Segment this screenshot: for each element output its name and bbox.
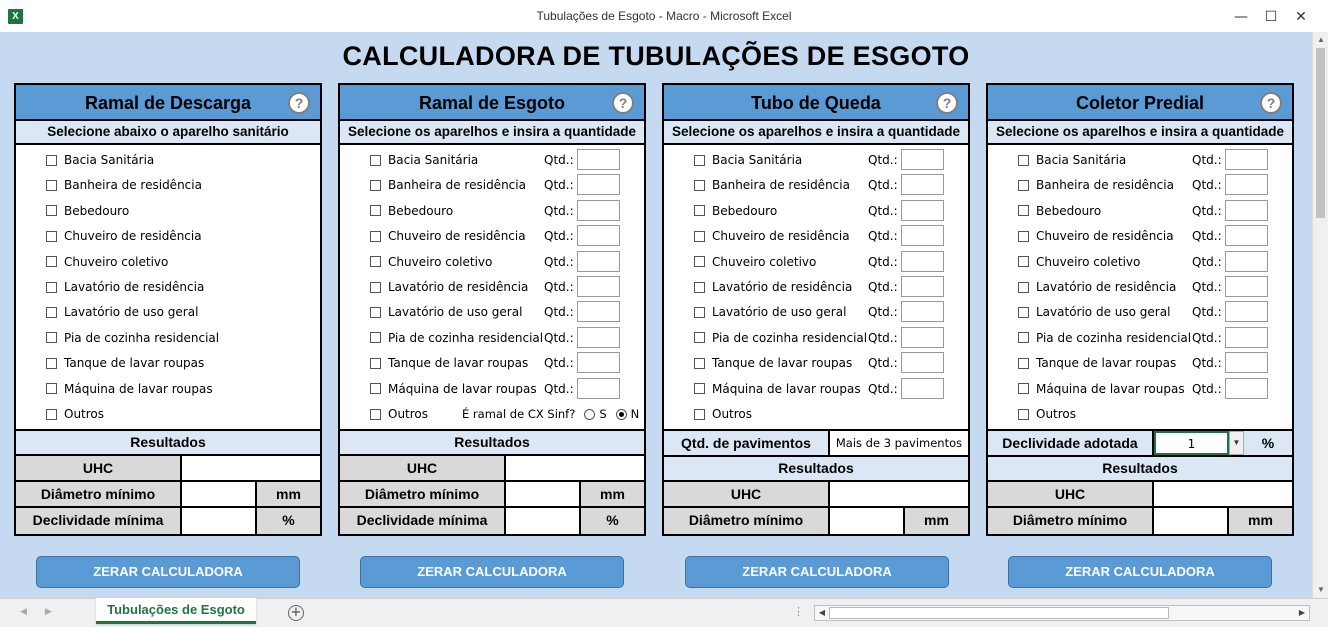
- fixture-row[interactable]: [370, 200, 640, 222]
- qty-label: Qtd.:: [868, 305, 898, 320]
- fixture-row[interactable]: [46, 225, 316, 247]
- declividade-minima-label: Declividade mínima: [16, 508, 182, 534]
- results-header: Resultados: [16, 431, 320, 456]
- qty-input[interactable]: [901, 174, 944, 195]
- fixture-list: [340, 145, 644, 431]
- fixture-row[interactable]: [1018, 301, 1288, 323]
- fixture-row[interactable]: [694, 352, 964, 374]
- uhc-label: UHC: [664, 482, 830, 506]
- qty-input[interactable]: [577, 276, 620, 297]
- fixture-row[interactable]: [370, 149, 640, 171]
- fixture-label: Bebedouro: [388, 203, 454, 218]
- declividade-adotada-input[interactable]: 1: [1154, 431, 1229, 455]
- fixture-checkbox[interactable]: [370, 205, 381, 216]
- fixture-checkbox[interactable]: [1018, 256, 1029, 267]
- qty-label: Qtd.:: [544, 330, 574, 345]
- fixture-label: Lavatório de residência: [1036, 280, 1177, 294]
- fixture-checkbox[interactable]: [370, 307, 381, 318]
- hscroll-thumb[interactable]: [829, 607, 1169, 619]
- fixture-row[interactable]: [46, 403, 316, 425]
- unit-mm: mm: [1229, 508, 1292, 534]
- fixture-checkbox[interactable]: [694, 358, 705, 369]
- fixture-row[interactable]: [694, 403, 964, 425]
- sheet-nav-prev-icon[interactable]: ◀: [20, 606, 45, 616]
- radio-n-label: N: [630, 407, 640, 421]
- zerar-calculadora-button[interactable]: ZERAR CALCULADORA: [1008, 556, 1272, 588]
- fixture-row[interactable]: [694, 378, 964, 400]
- uhc-value[interactable]: [830, 482, 968, 506]
- uhc-label: UHC: [16, 456, 182, 480]
- qty-input[interactable]: [1225, 149, 1268, 170]
- diametro-minimo-label: Diâmetro mínimo: [340, 482, 506, 506]
- fixture-checkbox[interactable]: [1018, 307, 1029, 318]
- fixture-label: Lavatório de uso geral: [1036, 305, 1171, 320]
- scroll-left-icon[interactable]: ◀: [818, 608, 826, 617]
- fixture-checkbox[interactable]: [694, 383, 705, 394]
- scroll-up-icon[interactable]: ▲: [1317, 35, 1325, 44]
- fixture-list: [988, 145, 1292, 431]
- scroll-right-icon[interactable]: ▶: [1298, 608, 1306, 617]
- fixture-checkbox[interactable]: [46, 332, 57, 343]
- qty-input[interactable]: [901, 378, 944, 399]
- qty-label: Qtd.:: [544, 254, 574, 269]
- fixture-label: Chuveiro coletivo: [712, 254, 817, 269]
- help-icon[interactable]: ?: [612, 92, 634, 114]
- fixture-checkbox[interactable]: [1018, 180, 1029, 191]
- fixture-row[interactable]: [370, 225, 640, 247]
- qty-input[interactable]: [901, 276, 944, 297]
- qty-input[interactable]: [577, 378, 620, 399]
- unit-mm: mm: [257, 482, 320, 506]
- qty-input[interactable]: [1225, 301, 1268, 322]
- fixture-checkbox[interactable]: [694, 282, 705, 293]
- qty-label: Qtd.:: [868, 153, 898, 167]
- fixture-checkbox[interactable]: [46, 205, 57, 216]
- qty-label: Qtd.:: [544, 153, 574, 167]
- panel-ramal-de-descarga: [14, 83, 322, 536]
- qty-label: Qtd.:: [1192, 254, 1222, 269]
- cx-sinf-label: É ramal de CX Sinf?: [462, 407, 576, 421]
- fixture-label: Chuveiro de residência: [712, 229, 850, 244]
- pavimentos-label: Qtd. de pavimentos: [664, 431, 830, 455]
- qty-input[interactable]: [577, 251, 620, 272]
- unit-percent: %: [581, 508, 644, 534]
- qty-label: Qtd.:: [544, 381, 574, 396]
- uhc-value[interactable]: [506, 456, 644, 480]
- fixture-row[interactable]: [46, 378, 316, 400]
- qty-label: Qtd.:: [1192, 330, 1222, 345]
- fixture-label: Tanque de lavar roupas: [1036, 356, 1177, 371]
- scroll-thumb[interactable]: [1316, 48, 1325, 218]
- unit-percent: %: [257, 508, 320, 534]
- qty-label: Qtd.:: [868, 330, 898, 345]
- fixture-row[interactable]: [1018, 403, 1288, 425]
- fixture-label: Outros: [388, 407, 429, 421]
- fixture-label: Chuveiro de residência: [388, 229, 526, 244]
- help-icon[interactable]: ?: [936, 92, 958, 114]
- window-titlebar: [0, 0, 1328, 32]
- fixture-checkbox[interactable]: [1018, 282, 1029, 293]
- qty-input[interactable]: [1225, 225, 1268, 246]
- fixture-row[interactable]: [46, 327, 316, 349]
- fixture-row[interactable]: [370, 251, 640, 273]
- fixture-list: [664, 145, 968, 431]
- sheet-tab-bar: [0, 598, 1328, 627]
- fixture-label: Outros: [64, 407, 105, 421]
- qty-label: Qtd.:: [544, 229, 574, 244]
- qty-label: Qtd.:: [544, 356, 574, 371]
- fixture-checkbox[interactable]: [370, 383, 381, 394]
- fixture-checkbox[interactable]: [370, 358, 381, 369]
- pavimentos-select[interactable]: Mais de 3 pavimentos: [830, 431, 968, 455]
- qty-label: Qtd.:: [868, 280, 898, 294]
- chevron-down-icon[interactable]: ▼: [1229, 431, 1244, 455]
- fixture-row[interactable]: [46, 200, 316, 222]
- fixture-row[interactable]: [1018, 149, 1288, 171]
- fixture-row[interactable]: [1018, 276, 1288, 298]
- fixture-row[interactable]: [370, 403, 640, 425]
- qty-label: Qtd.:: [868, 254, 898, 269]
- fixture-checkbox[interactable]: [46, 180, 57, 191]
- qty-input[interactable]: [1225, 251, 1268, 272]
- fixture-checkbox[interactable]: [370, 409, 381, 420]
- fixture-row[interactable]: [1018, 352, 1288, 374]
- panel-subtitle: Selecione os aparelhos e insira a quantidade: [988, 121, 1292, 145]
- fixture-label: Bacia Sanitária: [388, 153, 479, 167]
- fixture-checkbox[interactable]: [1018, 231, 1029, 242]
- diametro-minimo-value[interactable]: [506, 482, 581, 506]
- fixture-row[interactable]: [370, 301, 640, 323]
- fixture-checkbox[interactable]: [694, 307, 705, 318]
- qty-input[interactable]: [901, 352, 944, 373]
- diametro-minimo-label: Diâmetro mínimo: [16, 482, 182, 506]
- qty-input[interactable]: [577, 149, 620, 170]
- fixture-row[interactable]: [370, 276, 640, 298]
- fixture-checkbox[interactable]: [370, 256, 381, 267]
- fixture-row[interactable]: [46, 352, 316, 374]
- fixture-label: Chuveiro de residência: [1036, 229, 1174, 244]
- results-header: Resultados: [664, 457, 968, 482]
- fixture-row[interactable]: [694, 251, 964, 273]
- qty-label: Qtd.:: [868, 356, 898, 371]
- fixture-checkbox[interactable]: [694, 256, 705, 267]
- qty-input[interactable]: [1225, 200, 1268, 221]
- qty-label: Qtd.:: [868, 229, 898, 244]
- fixture-label: Outros: [1036, 407, 1077, 421]
- qty-label: Qtd.:: [1192, 381, 1222, 396]
- fixture-label: Lavatório de residência: [712, 280, 853, 294]
- fixture-checkbox[interactable]: [370, 180, 381, 191]
- sheet-nav-next-icon[interactable]: ▶: [44, 606, 70, 616]
- fixture-label: Bebedouro: [712, 203, 778, 218]
- fixture-label: Banheira de residência: [388, 178, 526, 193]
- qty-input[interactable]: [901, 301, 944, 322]
- scroll-down-icon[interactable]: ▼: [1317, 585, 1325, 594]
- fixture-checkbox[interactable]: [694, 332, 705, 343]
- fixture-label: Pia de cozinha residencial: [64, 330, 220, 345]
- horizontal-scrollbar[interactable]: [814, 605, 1310, 621]
- fixture-label: Banheira de residência: [1036, 178, 1174, 193]
- panel-subtitle: Selecione os aparelhos e insira a quantidade: [664, 121, 968, 145]
- declividade-adotada-label: Declividade adotada: [988, 431, 1154, 455]
- results-header: Resultados: [340, 431, 644, 456]
- uhc-value[interactable]: [182, 456, 320, 480]
- panel-title: Ramal de Esgoto: [418, 93, 566, 113]
- close-button[interactable]: ✕: [1295, 9, 1307, 25]
- excel-app-icon[interactable]: X: [8, 9, 23, 24]
- qty-label: Qtd.:: [544, 178, 574, 193]
- fixture-checkbox[interactable]: [694, 231, 705, 242]
- fixture-row[interactable]: [1018, 251, 1288, 273]
- fixture-label: Chuveiro coletivo: [1036, 254, 1141, 269]
- fixture-row[interactable]: [1018, 378, 1288, 400]
- qty-input[interactable]: [1225, 327, 1268, 348]
- qty-label: Qtd.:: [868, 381, 898, 396]
- fixture-label: Bacia Sanitária: [1036, 153, 1127, 167]
- fixture-checkbox[interactable]: [370, 282, 381, 293]
- fixture-checkbox[interactable]: [694, 409, 705, 420]
- fixture-label: Chuveiro coletivo: [64, 254, 169, 269]
- qty-input[interactable]: [901, 251, 944, 272]
- add-sheet-icon[interactable]: +: [288, 605, 304, 621]
- panel-title: Coletor Predial: [1075, 93, 1205, 113]
- fixture-checkbox[interactable]: [694, 180, 705, 191]
- fixture-label: Lavatório de residência: [64, 280, 205, 294]
- fixture-row[interactable]: [46, 301, 316, 323]
- panel-coletor-predial: [986, 83, 1294, 536]
- declividade-minima-value[interactable]: [506, 508, 581, 534]
- unit-percent: %: [1244, 431, 1292, 455]
- fixture-checkbox[interactable]: [46, 409, 57, 420]
- fixture-label: Lavatório de uso geral: [64, 305, 199, 320]
- fixture-row[interactable]: [694, 225, 964, 247]
- help-icon[interactable]: ?: [1260, 92, 1282, 114]
- fixture-row[interactable]: [1018, 327, 1288, 349]
- fixture-row[interactable]: [370, 174, 640, 196]
- fixture-checkbox[interactable]: [694, 205, 705, 216]
- fixture-checkbox[interactable]: [1018, 332, 1029, 343]
- fixture-checkbox[interactable]: [46, 282, 57, 293]
- panel-tubo-de-queda: [662, 83, 970, 536]
- qty-label: Qtd.:: [1192, 229, 1222, 244]
- qty-input[interactable]: [1225, 276, 1268, 297]
- fixture-label: Máquina de lavar roupas: [64, 381, 213, 396]
- fixture-row[interactable]: [370, 327, 640, 349]
- fixture-label: Bacia Sanitária: [712, 153, 803, 167]
- qty-input[interactable]: [901, 200, 944, 221]
- fixture-label: Máquina de lavar roupas: [1036, 381, 1185, 396]
- fixture-checkbox[interactable]: [370, 155, 381, 166]
- fixture-label: Lavatório de residência: [388, 280, 529, 294]
- fixture-label: Bacia Sanitária: [64, 153, 155, 167]
- fixture-checkbox[interactable]: [46, 383, 57, 394]
- fixture-label: Pia de cozinha residencial: [712, 330, 868, 345]
- fixture-label: Outros: [712, 407, 753, 421]
- page-title: CALCULADORA DE TUBULAÇÕES DE ESGOTO: [342, 41, 970, 71]
- fixture-checkbox[interactable]: [370, 231, 381, 242]
- window-title: Tubulações de Esgoto - Macro - Microsoft Excel: [536, 9, 792, 23]
- panel-ramal-de-esgoto: [338, 83, 646, 536]
- fixture-row[interactable]: [46, 149, 316, 171]
- zerar-calculadora-button[interactable]: ZERAR CALCULADORA: [685, 556, 949, 588]
- fixture-label: Tanque de lavar roupas: [64, 356, 205, 371]
- panel-subtitle: Selecione abaixo o aparelho sanitário: [16, 121, 320, 145]
- maximize-button[interactable]: ☐: [1264, 9, 1278, 25]
- qty-input[interactable]: [577, 174, 620, 195]
- qty-label: Qtd.:: [1192, 203, 1222, 218]
- qty-label: Qtd.:: [1192, 153, 1222, 167]
- fixture-label: Banheira de residência: [64, 178, 202, 193]
- qty-input[interactable]: [577, 225, 620, 246]
- results-header: Resultados: [988, 457, 1292, 482]
- qty-input[interactable]: [1225, 174, 1268, 195]
- diametro-minimo-value[interactable]: [182, 482, 257, 506]
- fixture-label: Máquina de lavar roupas: [712, 381, 861, 396]
- fixture-row[interactable]: [370, 352, 640, 374]
- qty-label: Qtd.:: [544, 203, 574, 218]
- fixture-row[interactable]: [694, 276, 964, 298]
- fixture-label: Tanque de lavar roupas: [712, 356, 853, 371]
- fixture-label: Lavatório de uso geral: [712, 305, 847, 320]
- fixture-checkbox[interactable]: [46, 155, 57, 166]
- fixture-row[interactable]: [694, 301, 964, 323]
- qty-input[interactable]: [901, 149, 944, 170]
- fixture-checkbox[interactable]: [694, 155, 705, 166]
- fixture-checkbox[interactable]: [46, 231, 57, 242]
- qty-input[interactable]: [901, 225, 944, 246]
- fixture-checkbox[interactable]: [1018, 358, 1029, 369]
- declividade-minima-label: Declividade mínima: [340, 508, 506, 534]
- fixture-row[interactable]: [1018, 174, 1288, 196]
- fixture-label: Pia de cozinha residencial: [388, 330, 544, 345]
- sheet-tab-tubulacoes[interactable]: Tubulações de Esgoto: [96, 598, 256, 624]
- qty-input[interactable]: [577, 200, 620, 221]
- panel-title: Ramal de Descarga: [84, 93, 252, 113]
- fixture-checkbox[interactable]: [1018, 155, 1029, 166]
- minimize-button[interactable]: —: [1234, 9, 1248, 25]
- qty-label: Qtd.:: [1192, 178, 1222, 193]
- fixture-label: Bebedouro: [64, 203, 130, 218]
- qty-label: Qtd.:: [544, 280, 574, 294]
- worksheet-area[interactable]: [0, 32, 1312, 598]
- fixture-checkbox[interactable]: [1018, 409, 1029, 420]
- qty-input[interactable]: [577, 352, 620, 373]
- uhc-label: UHC: [988, 482, 1154, 506]
- qty-label: Qtd.:: [868, 178, 898, 193]
- qty-input[interactable]: [1225, 352, 1268, 373]
- fixture-label: Máquina de lavar roupas: [388, 381, 537, 396]
- fixture-checkbox[interactable]: [1018, 205, 1029, 216]
- diametro-minimo-value[interactable]: [830, 508, 905, 534]
- qty-input[interactable]: [1225, 378, 1268, 399]
- unit-mm: mm: [905, 508, 968, 534]
- fixture-row[interactable]: [694, 149, 964, 171]
- diametro-minimo-value[interactable]: [1154, 508, 1229, 534]
- fixture-row[interactable]: [370, 378, 640, 400]
- splitter-handle-icon[interactable]: ⋮: [793, 606, 804, 618]
- diametro-minimo-label: Diâmetro mínimo: [664, 508, 830, 534]
- fixture-label: Chuveiro coletivo: [388, 254, 493, 269]
- diametro-minimo-label: Diâmetro mínimo: [988, 508, 1154, 534]
- uhc-label: UHC: [340, 456, 506, 480]
- qty-label: Qtd.:: [544, 305, 574, 320]
- zerar-calculadora-button[interactable]: ZERAR CALCULADORA: [36, 556, 300, 588]
- fixture-label: Chuveiro de residência: [64, 229, 202, 244]
- qty-label: Qtd.:: [1192, 356, 1222, 371]
- qty-label: Qtd.:: [1192, 305, 1222, 320]
- fixture-checkbox[interactable]: [46, 358, 57, 369]
- help-icon[interactable]: ?: [288, 92, 310, 114]
- fixture-row[interactable]: [1018, 200, 1288, 222]
- zerar-calculadora-button[interactable]: ZERAR CALCULADORA: [360, 556, 624, 588]
- fixture-row[interactable]: [694, 200, 964, 222]
- fixture-row[interactable]: [46, 276, 316, 298]
- fixture-label: Tanque de lavar roupas: [388, 356, 529, 371]
- vertical-scrollbar[interactable]: [1312, 32, 1328, 598]
- uhc-value[interactable]: [1154, 482, 1292, 506]
- qty-input[interactable]: [901, 327, 944, 348]
- qty-label: Qtd.:: [868, 203, 898, 218]
- qty-input[interactable]: [577, 301, 620, 322]
- qty-input[interactable]: [577, 327, 620, 348]
- fixture-row[interactable]: [694, 174, 964, 196]
- qty-label: Qtd.:: [1192, 280, 1222, 294]
- fixture-list: [16, 145, 320, 431]
- fixture-row[interactable]: [1018, 225, 1288, 247]
- fixture-row[interactable]: [694, 327, 964, 349]
- panel-title: Tubo de Queda: [751, 93, 881, 113]
- fixture-label: Lavatório de uso geral: [388, 305, 523, 320]
- radio-s-label: S: [599, 407, 607, 421]
- unit-mm: mm: [581, 482, 644, 506]
- panel-subtitle: Selecione os aparelhos e insira a quantidade: [340, 121, 644, 145]
- fixture-checkbox[interactable]: [370, 332, 381, 343]
- fixture-label: Banheira de residência: [712, 178, 850, 193]
- fixture-label: Bebedouro: [1036, 203, 1102, 218]
- declividade-minima-value[interactable]: [182, 508, 257, 534]
- fixture-checkbox[interactable]: [1018, 383, 1029, 394]
- fixture-row[interactable]: [46, 174, 316, 196]
- fixture-checkbox[interactable]: [46, 256, 57, 267]
- fixture-checkbox[interactable]: [46, 307, 57, 318]
- fixture-row[interactable]: [46, 251, 316, 273]
- fixture-label: Pia de cozinha residencial: [1036, 330, 1192, 345]
